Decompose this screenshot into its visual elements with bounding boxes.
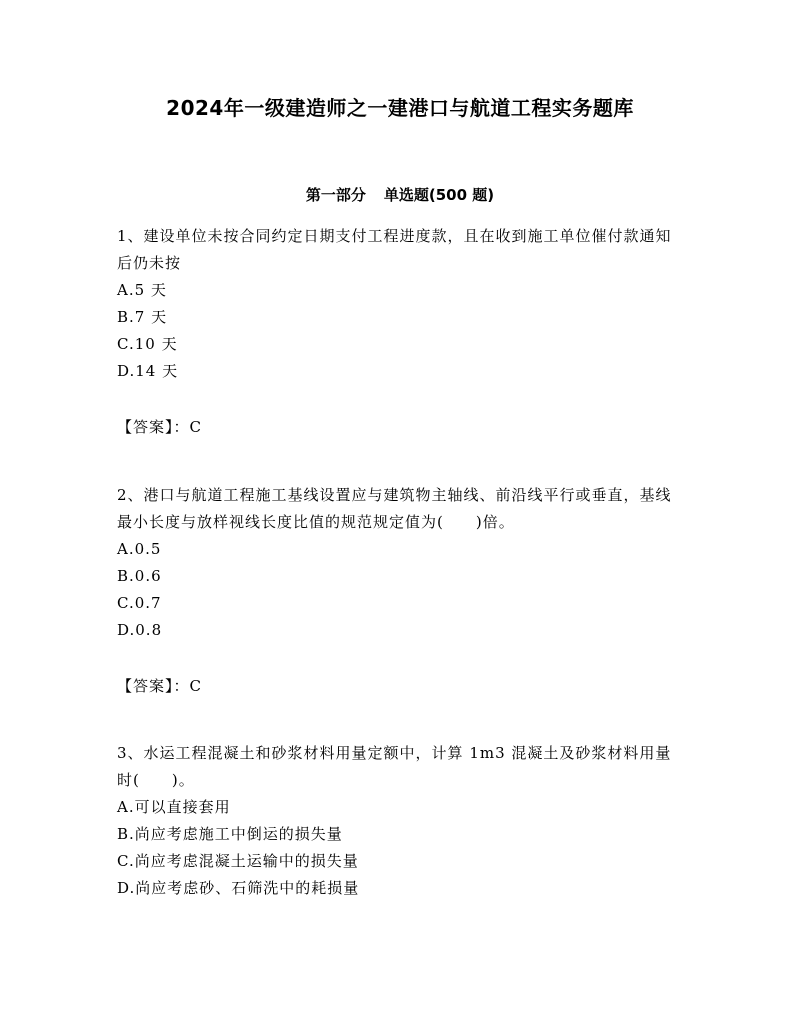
option-c: C.10 天 (117, 335, 178, 353)
answer-prefix: 【答案】： (117, 418, 190, 436)
option-c: C.0.7 (117, 594, 162, 612)
question-stem: 2、港口与航道工程施工基线设置应与建筑物主轴线、前沿线平行或垂直，基线最小长度与放样视线长度比值的规范规定值为( )倍。 (117, 486, 672, 531)
option-a: A.可以直接套用 (117, 798, 231, 816)
option-b: B.7 天 (117, 308, 168, 326)
question-stem: 3、水运工程混凝土和砂浆材料用量定额中，计算 1m3 混凝土及砂浆材料用量时( )。 (117, 744, 672, 789)
answer-value: C (189, 418, 202, 436)
document-title: 2024年一级建造师之一建港口与航道工程实务题库 (166, 96, 634, 120)
question-2 (117, 482, 683, 644)
question-3 (117, 740, 683, 902)
option-a: A.5 天 (117, 281, 167, 299)
question-stem: 1、建设单位未按合同约定日期支付工程进度款，且在收到施工单位催付款通知后仍未按 (117, 227, 672, 272)
option-d: D.尚应考虑砂、石筛洗中的耗损量 (117, 879, 360, 897)
section-heading (0, 184, 800, 206)
option-c: C.尚应考虑混凝土运输中的损失量 (117, 852, 359, 870)
option-b: B.尚应考虑施工中倒运的损失量 (117, 825, 343, 843)
answer-2 (117, 674, 202, 698)
option-d: D.0.8 (117, 621, 163, 639)
section-name-label: 单选题(500 题) (383, 186, 495, 204)
option-d: D.14 天 (117, 362, 179, 380)
option-a: A.0.5 (117, 540, 162, 558)
answer-value: C (189, 677, 202, 695)
answer-prefix: 【答案】： (117, 677, 190, 695)
section-part-label: 第一部分 (305, 186, 366, 204)
option-b: B.0.6 (117, 567, 162, 585)
question-1 (117, 223, 683, 385)
answer-1 (117, 415, 202, 439)
